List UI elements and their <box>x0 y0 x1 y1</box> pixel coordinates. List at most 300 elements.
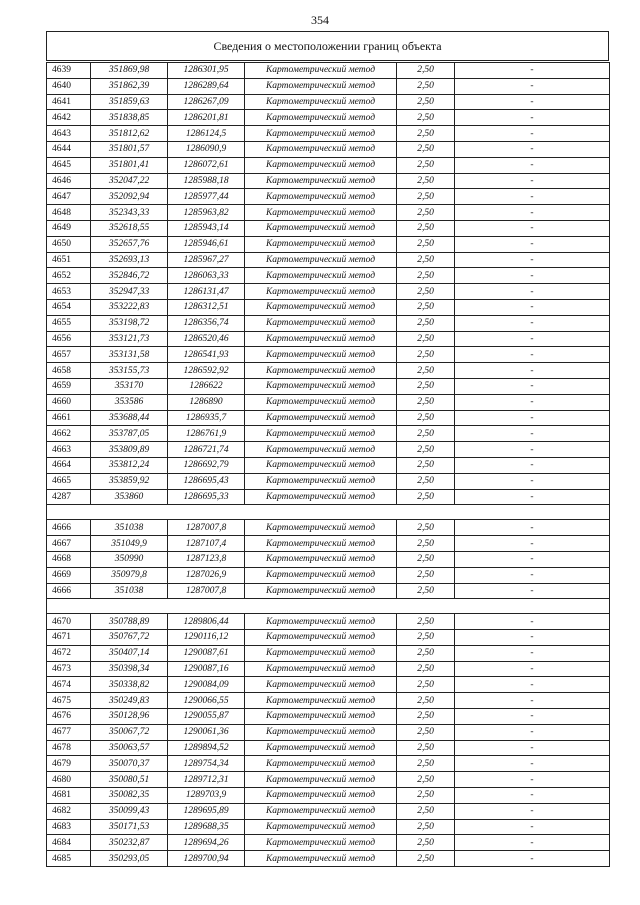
description-cell: - <box>455 740 610 756</box>
x-coordinate-cell: 350099,43 <box>91 803 168 819</box>
point-number-cell: 4652 <box>47 268 91 284</box>
method-cell: Картометрический метод <box>245 772 397 788</box>
table-row <box>47 189 610 205</box>
description-cell: - <box>455 126 610 142</box>
coordinates-table-body <box>47 63 610 867</box>
method-cell: Картометрический метод <box>245 299 397 315</box>
table-row <box>47 268 610 284</box>
x-coordinate-cell: 350171,53 <box>91 819 168 835</box>
separator-cell <box>47 505 610 520</box>
point-number-cell: 4658 <box>47 363 91 379</box>
accuracy-cell: 2,50 <box>397 630 455 646</box>
method-cell: Картометрический метод <box>245 426 397 442</box>
description-cell: - <box>455 756 610 772</box>
y-coordinate-cell: 1286201,81 <box>168 110 245 126</box>
description-cell: - <box>455 803 610 819</box>
point-number-cell: 4655 <box>47 315 91 331</box>
point-number-cell: 4654 <box>47 299 91 315</box>
description-cell: - <box>455 141 610 157</box>
point-number-cell: 4647 <box>47 189 91 205</box>
method-cell: Картометрический метод <box>245 473 397 489</box>
point-number-cell: 4670 <box>47 614 91 630</box>
y-coordinate-cell: 1286090,9 <box>168 141 245 157</box>
y-coordinate-cell: 1287007,8 <box>168 520 245 536</box>
y-coordinate-cell: 1285967,27 <box>168 252 245 268</box>
point-number-cell: 4644 <box>47 141 91 157</box>
description-cell: - <box>455 378 610 394</box>
x-coordinate-cell: 350070,37 <box>91 756 168 772</box>
method-cell: Картометрический метод <box>245 819 397 835</box>
method-cell: Картометрический метод <box>245 489 397 505</box>
accuracy-cell: 2,50 <box>397 78 455 94</box>
method-cell: Картометрический метод <box>245 630 397 646</box>
x-coordinate-cell: 352693,13 <box>91 252 168 268</box>
description-cell: - <box>455 788 610 804</box>
accuracy-cell: 2,50 <box>397 551 455 567</box>
description-cell: - <box>455 551 610 567</box>
table-row <box>47 315 610 331</box>
y-coordinate-cell: 1289894,52 <box>168 740 245 756</box>
method-cell: Картометрический метод <box>245 756 397 772</box>
description-cell: - <box>455 331 610 347</box>
y-coordinate-cell: 1286356,74 <box>168 315 245 331</box>
point-number-cell: 4672 <box>47 645 91 661</box>
point-number-cell: 4651 <box>47 252 91 268</box>
description-cell: - <box>455 173 610 189</box>
method-cell: Картометрический метод <box>245 284 397 300</box>
table-row <box>47 236 610 252</box>
x-coordinate-cell: 350767,72 <box>91 630 168 646</box>
description-cell: - <box>455 410 610 426</box>
accuracy-cell: 2,50 <box>397 347 455 363</box>
y-coordinate-cell: 1290087,16 <box>168 661 245 677</box>
description-cell: - <box>455 583 610 599</box>
y-coordinate-cell: 1290087,61 <box>168 645 245 661</box>
section-title: Сведения о местоположении границ объекта <box>46 31 609 61</box>
block-separator-row <box>47 505 610 520</box>
accuracy-cell: 2,50 <box>397 394 455 410</box>
description-cell: - <box>455 457 610 473</box>
x-coordinate-cell: 353688,44 <box>91 410 168 426</box>
y-coordinate-cell: 1289703,9 <box>168 788 245 804</box>
point-number-cell: 4678 <box>47 740 91 756</box>
accuracy-cell: 2,50 <box>397 772 455 788</box>
accuracy-cell: 2,50 <box>397 536 455 552</box>
accuracy-cell: 2,50 <box>397 157 455 173</box>
x-coordinate-cell: 351049,9 <box>91 536 168 552</box>
point-number-cell: 4639 <box>47 63 91 79</box>
x-coordinate-cell: 353787,05 <box>91 426 168 442</box>
point-number-cell: 4676 <box>47 709 91 725</box>
description-cell: - <box>455 630 610 646</box>
accuracy-cell: 2,50 <box>397 442 455 458</box>
accuracy-cell: 2,50 <box>397 661 455 677</box>
x-coordinate-cell: 351812,62 <box>91 126 168 142</box>
y-coordinate-cell: 1287123,8 <box>168 551 245 567</box>
y-coordinate-cell: 1286072,61 <box>168 157 245 173</box>
method-cell: Картометрический метод <box>245 94 397 110</box>
point-number-cell: 4668 <box>47 551 91 567</box>
point-number-cell: 4663 <box>47 442 91 458</box>
accuracy-cell: 2,50 <box>397 284 455 300</box>
description-cell: - <box>455 299 610 315</box>
description-cell: - <box>455 284 610 300</box>
accuracy-cell: 2,50 <box>397 410 455 426</box>
method-cell: Картометрический метод <box>245 835 397 851</box>
y-coordinate-cell: 1289712,31 <box>168 772 245 788</box>
point-number-cell: 4662 <box>47 426 91 442</box>
point-number-cell: 4683 <box>47 819 91 835</box>
table-row <box>47 378 610 394</box>
x-coordinate-cell: 353155,73 <box>91 363 168 379</box>
x-coordinate-cell: 353170 <box>91 378 168 394</box>
description-cell: - <box>455 157 610 173</box>
point-number-cell: 4673 <box>47 661 91 677</box>
table-row <box>47 709 610 725</box>
x-coordinate-cell: 352343,33 <box>91 205 168 221</box>
point-number-cell: 4664 <box>47 457 91 473</box>
method-cell: Картометрический метод <box>245 520 397 536</box>
accuracy-cell: 2,50 <box>397 252 455 268</box>
x-coordinate-cell: 350082,35 <box>91 788 168 804</box>
method-cell: Картометрический метод <box>245 583 397 599</box>
accuracy-cell: 2,50 <box>397 268 455 284</box>
accuracy-cell: 2,50 <box>397 63 455 79</box>
method-cell: Картометрический метод <box>245 157 397 173</box>
description-cell: - <box>455 614 610 630</box>
method-cell: Картометрический метод <box>245 645 397 661</box>
x-coordinate-cell: 351869,98 <box>91 63 168 79</box>
method-cell: Картометрический метод <box>245 693 397 709</box>
point-number-cell: 4648 <box>47 205 91 221</box>
table-row <box>47 426 610 442</box>
description-cell: - <box>455 661 610 677</box>
y-coordinate-cell: 1289694,26 <box>168 835 245 851</box>
accuracy-cell: 2,50 <box>397 614 455 630</box>
y-coordinate-cell: 1290066,55 <box>168 693 245 709</box>
table-row <box>47 724 610 740</box>
point-number-cell: 4681 <box>47 788 91 804</box>
y-coordinate-cell: 1285977,44 <box>168 189 245 205</box>
description-cell: - <box>455 489 610 505</box>
description-cell: - <box>455 220 610 236</box>
x-coordinate-cell: 350249,83 <box>91 693 168 709</box>
method-cell: Картометрический метод <box>245 78 397 94</box>
y-coordinate-cell: 1286761,9 <box>168 426 245 442</box>
description-cell: - <box>455 252 610 268</box>
table-row <box>47 457 610 473</box>
block-separator-row <box>47 599 610 614</box>
method-cell: Картометрический метод <box>245 536 397 552</box>
point-number-cell: 4665 <box>47 473 91 489</box>
description-cell: - <box>455 315 610 331</box>
x-coordinate-cell: 350338,82 <box>91 677 168 693</box>
y-coordinate-cell: 1289688,35 <box>168 819 245 835</box>
y-coordinate-cell: 1285946,61 <box>168 236 245 252</box>
table-row <box>47 583 610 599</box>
accuracy-cell: 2,50 <box>397 236 455 252</box>
y-coordinate-cell: 1286890 <box>168 394 245 410</box>
table-row <box>47 772 610 788</box>
description-cell: - <box>455 268 610 284</box>
accuracy-cell: 2,50 <box>397 677 455 693</box>
description-cell: - <box>455 693 610 709</box>
description-cell: - <box>455 645 610 661</box>
point-number-cell: 4653 <box>47 284 91 300</box>
x-coordinate-cell: 353121,73 <box>91 331 168 347</box>
method-cell: Картометрический метод <box>245 803 397 819</box>
method-cell: Картометрический метод <box>245 331 397 347</box>
x-coordinate-cell: 353859,92 <box>91 473 168 489</box>
table-row <box>47 299 610 315</box>
accuracy-cell: 2,50 <box>397 520 455 536</box>
accuracy-cell: 2,50 <box>397 709 455 725</box>
description-cell: - <box>455 236 610 252</box>
x-coordinate-cell: 352092,94 <box>91 189 168 205</box>
x-coordinate-cell: 353198,72 <box>91 315 168 331</box>
y-coordinate-cell: 1286124,5 <box>168 126 245 142</box>
point-number-cell: 4657 <box>47 347 91 363</box>
x-coordinate-cell: 352618,55 <box>91 220 168 236</box>
accuracy-cell: 2,50 <box>397 126 455 142</box>
table-row <box>47 252 610 268</box>
accuracy-cell: 2,50 <box>397 819 455 835</box>
method-cell: Картометрический метод <box>245 551 397 567</box>
y-coordinate-cell: 1289806,44 <box>168 614 245 630</box>
method-cell: Картометрический метод <box>245 205 397 221</box>
method-cell: Картометрический метод <box>245 173 397 189</box>
x-coordinate-cell: 350128,96 <box>91 709 168 725</box>
separator-cell <box>47 599 610 614</box>
y-coordinate-cell: 1286131,47 <box>168 284 245 300</box>
table-row <box>47 835 610 851</box>
point-number-cell: 4643 <box>47 126 91 142</box>
method-cell: Картометрический метод <box>245 363 397 379</box>
point-number-cell: 4666 <box>47 520 91 536</box>
description-cell: - <box>455 78 610 94</box>
y-coordinate-cell: 1286063,33 <box>168 268 245 284</box>
table-row <box>47 173 610 189</box>
method-cell: Картометрический метод <box>245 442 397 458</box>
point-number-cell: 4677 <box>47 724 91 740</box>
description-cell: - <box>455 567 610 583</box>
point-number-cell: 4287 <box>47 489 91 505</box>
description-cell: - <box>455 835 610 851</box>
point-number-cell: 4685 <box>47 851 91 867</box>
table-row <box>47 551 610 567</box>
y-coordinate-cell: 1286935,7 <box>168 410 245 426</box>
y-coordinate-cell: 1287026,9 <box>168 567 245 583</box>
x-coordinate-cell: 352846,72 <box>91 268 168 284</box>
point-number-cell: 4661 <box>47 410 91 426</box>
y-coordinate-cell: 1286289,64 <box>168 78 245 94</box>
method-cell: Картометрический метод <box>245 851 397 867</box>
x-coordinate-cell: 350067,72 <box>91 724 168 740</box>
method-cell: Картометрический метод <box>245 614 397 630</box>
accuracy-cell: 2,50 <box>397 740 455 756</box>
x-coordinate-cell: 350080,51 <box>91 772 168 788</box>
accuracy-cell: 2,50 <box>397 788 455 804</box>
x-coordinate-cell: 353131,58 <box>91 347 168 363</box>
method-cell: Картометрический метод <box>245 63 397 79</box>
method-cell: Картометрический метод <box>245 410 397 426</box>
table-row <box>47 94 610 110</box>
table-row <box>47 331 610 347</box>
description-cell: - <box>455 536 610 552</box>
x-coordinate-cell: 350398,34 <box>91 661 168 677</box>
description-cell: - <box>455 110 610 126</box>
y-coordinate-cell: 1290084,09 <box>168 677 245 693</box>
point-number-cell: 4667 <box>47 536 91 552</box>
x-coordinate-cell: 351801,41 <box>91 157 168 173</box>
accuracy-cell: 2,50 <box>397 426 455 442</box>
y-coordinate-cell: 1286267,09 <box>168 94 245 110</box>
point-number-cell: 4645 <box>47 157 91 173</box>
accuracy-cell: 2,50 <box>397 363 455 379</box>
method-cell: Картометрический метод <box>245 347 397 363</box>
table-row <box>47 347 610 363</box>
method-cell: Картометрический метод <box>245 567 397 583</box>
description-cell: - <box>455 677 610 693</box>
table-row <box>47 473 610 489</box>
method-cell: Картометрический метод <box>245 189 397 205</box>
accuracy-cell: 2,50 <box>397 473 455 489</box>
accuracy-cell: 2,50 <box>397 299 455 315</box>
x-coordinate-cell: 353586 <box>91 394 168 410</box>
x-coordinate-cell: 351838,85 <box>91 110 168 126</box>
table-row <box>47 788 610 804</box>
table-row <box>47 442 610 458</box>
y-coordinate-cell: 1290061,36 <box>168 724 245 740</box>
accuracy-cell: 2,50 <box>397 110 455 126</box>
point-number-cell: 4660 <box>47 394 91 410</box>
y-coordinate-cell: 1289700,94 <box>168 851 245 867</box>
description-cell: - <box>455 520 610 536</box>
table-row <box>47 740 610 756</box>
point-number-cell: 4659 <box>47 378 91 394</box>
coordinates-table <box>46 62 610 867</box>
table-row <box>47 536 610 552</box>
description-cell: - <box>455 473 610 489</box>
accuracy-cell: 2,50 <box>397 756 455 772</box>
description-cell: - <box>455 772 610 788</box>
table-row <box>47 677 610 693</box>
y-coordinate-cell: 1287107,4 <box>168 536 245 552</box>
y-coordinate-cell: 1286622 <box>168 378 245 394</box>
accuracy-cell: 2,50 <box>397 583 455 599</box>
x-coordinate-cell: 350788,89 <box>91 614 168 630</box>
method-cell: Картометрический метод <box>245 724 397 740</box>
description-cell: - <box>455 63 610 79</box>
description-cell: - <box>455 709 610 725</box>
table-row <box>47 394 610 410</box>
accuracy-cell: 2,50 <box>397 645 455 661</box>
point-number-cell: 4666 <box>47 583 91 599</box>
y-coordinate-cell: 1286695,33 <box>168 489 245 505</box>
accuracy-cell: 2,50 <box>397 489 455 505</box>
table-row <box>47 126 610 142</box>
point-number-cell: 4671 <box>47 630 91 646</box>
y-coordinate-cell: 1286312,51 <box>168 299 245 315</box>
table-row <box>47 63 610 79</box>
accuracy-cell: 2,50 <box>397 141 455 157</box>
table-row <box>47 520 610 536</box>
table-row <box>47 614 610 630</box>
x-coordinate-cell: 351038 <box>91 520 168 536</box>
table-row <box>47 205 610 221</box>
method-cell: Картометрический метод <box>245 378 397 394</box>
method-cell: Картометрический метод <box>245 236 397 252</box>
description-cell: - <box>455 363 610 379</box>
accuracy-cell: 2,50 <box>397 724 455 740</box>
accuracy-cell: 2,50 <box>397 205 455 221</box>
y-coordinate-cell: 1286692,79 <box>168 457 245 473</box>
point-number-cell: 4650 <box>47 236 91 252</box>
point-number-cell: 4669 <box>47 567 91 583</box>
point-number-cell: 4684 <box>47 835 91 851</box>
description-cell: - <box>455 394 610 410</box>
description-cell: - <box>455 347 610 363</box>
accuracy-cell: 2,50 <box>397 803 455 819</box>
accuracy-cell: 2,50 <box>397 220 455 236</box>
accuracy-cell: 2,50 <box>397 567 455 583</box>
table-row <box>47 819 610 835</box>
description-cell: - <box>455 189 610 205</box>
y-coordinate-cell: 1290055,87 <box>168 709 245 725</box>
x-coordinate-cell: 352657,76 <box>91 236 168 252</box>
table-row <box>47 141 610 157</box>
description-cell: - <box>455 94 610 110</box>
method-cell: Картометрический метод <box>245 394 397 410</box>
table-row <box>47 630 610 646</box>
y-coordinate-cell: 1289754,34 <box>168 756 245 772</box>
description-cell: - <box>455 426 610 442</box>
table-row <box>47 284 610 300</box>
x-coordinate-cell: 351859,63 <box>91 94 168 110</box>
x-coordinate-cell: 353860 <box>91 489 168 505</box>
y-coordinate-cell: 1289695,89 <box>168 803 245 819</box>
table-row <box>47 363 610 379</box>
x-coordinate-cell: 350293,05 <box>91 851 168 867</box>
y-coordinate-cell: 1285963,82 <box>168 205 245 221</box>
method-cell: Картометрический метод <box>245 709 397 725</box>
y-coordinate-cell: 1286592,92 <box>168 363 245 379</box>
point-number-cell: 4642 <box>47 110 91 126</box>
x-coordinate-cell: 351862,39 <box>91 78 168 94</box>
table-row <box>47 489 610 505</box>
table-row <box>47 661 610 677</box>
x-coordinate-cell: 352947,33 <box>91 284 168 300</box>
y-coordinate-cell: 1287007,8 <box>168 583 245 599</box>
table-row <box>47 851 610 867</box>
method-cell: Картометрический метод <box>245 268 397 284</box>
point-number-cell: 4679 <box>47 756 91 772</box>
accuracy-cell: 2,50 <box>397 851 455 867</box>
point-number-cell: 4682 <box>47 803 91 819</box>
x-coordinate-cell: 351801,57 <box>91 141 168 157</box>
table-row <box>47 756 610 772</box>
y-coordinate-cell: 1290116,12 <box>168 630 245 646</box>
method-cell: Картометрический метод <box>245 740 397 756</box>
accuracy-cell: 2,50 <box>397 331 455 347</box>
method-cell: Картометрический метод <box>245 126 397 142</box>
table-row <box>47 645 610 661</box>
y-coordinate-cell: 1285943,14 <box>168 220 245 236</box>
point-number-cell: 4680 <box>47 772 91 788</box>
x-coordinate-cell: 350063,57 <box>91 740 168 756</box>
x-coordinate-cell: 353809,89 <box>91 442 168 458</box>
table-row <box>47 157 610 173</box>
